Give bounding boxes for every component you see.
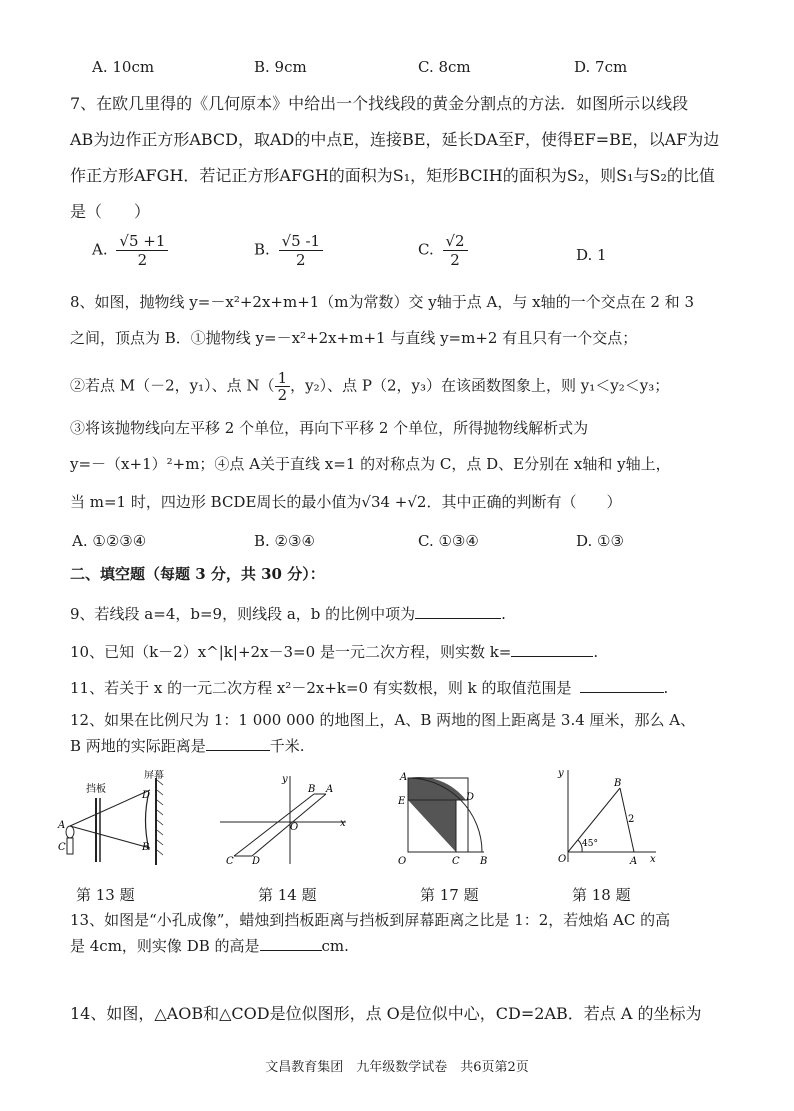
fig14-label-o: O [290,822,299,833]
fig14-label-a: A [326,784,334,795]
q14-line-1: 14、如图，△AOB和△COD是位似图形，点 O是位似中心，CD=2AB．若点 A 的坐标为 [70,1004,702,1023]
q10-text: 10、已知（k－2）x^|k|+2x－3=0 是一元二次方程，则实数 k= [70,643,512,661]
q7-option-a-label: A. [92,240,108,259]
q8-line-3 [70,370,669,403]
q7-option-a-fraction [116,232,168,269]
q12-answer-blank[interactable] [206,734,270,751]
fig17-label-d: D [466,792,475,803]
q9-end: . [501,605,506,623]
fig13-label-a: A [58,820,66,831]
q13-answer-blank[interactable] [260,934,322,951]
fig17-label-c: C [452,856,460,867]
fig14-label-c: C [226,856,234,867]
figure-14-axes [214,772,354,868]
figure-14-caption: 第 14 题 [258,886,317,904]
fig18-length-label: 2 [628,814,635,825]
shaded-triangle [408,800,456,852]
figure-18-caption: 第 18 题 [572,886,631,904]
q12-line-2 [70,734,305,756]
fig14-label-b: B [308,784,316,795]
q7-option-b-denominator: 2 [296,251,306,269]
q8-line-3-start: ②若点 M（－2，y₁）、点 N（ [70,376,275,395]
q9-text: 9、若线段 a=4，b=9，则线段 a，b 的比例中项为 [70,605,416,623]
q12-line-1: 12、如果在比例尺为 1：1 000 000 的地图上，A、B 两地的图上距离是 3.4 厘米，那么 A、 [70,711,696,729]
q11 [70,676,668,698]
q13-line-1: 13、如图是“小孔成像”，蜡烛到挡板距离与挡板到屏幕距离之比是 1：2，若烛焰 AC 的高 [70,911,671,929]
q7-option-c-numerator: √2 [443,232,468,251]
q11-end: . [663,679,669,697]
q8-option-d: D. ①③ [576,532,624,550]
q12-line-2-end: 千米. [269,737,305,755]
fig18-label-a: A [630,856,638,867]
section-2-heading: 二、填空题（每题 3 分，共 30 分）： [70,565,325,583]
q9 [70,602,506,624]
fig18-label-b: B [614,778,622,789]
fig18-label-y: y [558,768,564,779]
q8-fraction-denominator: 2 [277,386,288,404]
q8-line-4: ③将该抛物线向左平移 2 个单位，再向下平移 2 个单位，所得抛物线解析式为 [70,419,589,437]
q11-text: 11、若关于 x 的一元二次方程 x²－2x+k=0 有实数根，则 k 的取值范围是 [70,679,572,697]
q7-option-a [92,232,168,269]
q7-line-2: AB为边作正方形ABCD，取AD的中点E，连接BE，延长DA至F，使得EF=BE，以AF为边 [70,130,720,149]
q10-end: . [593,643,599,661]
q7-line-4: 是（ ） [70,202,151,221]
page-footer: 文昌教育集团 九年级数学试卷 共6页第2页 [265,1060,529,1075]
q8-line-5: y=－（x+1）²+m；④点 A关于直线 x=1 的对称点为 C，点 D、E分别在 x轴和 y轴上， [70,455,671,473]
q6-option-d: D. 7cm [574,58,628,76]
q7-option-a-numerator: √5 +1 [116,232,168,251]
fig13-label-d: D [142,790,151,801]
q11-answer-blank[interactable] [580,676,664,693]
fig17-label-a: A [400,772,408,783]
q7-option-a-denominator: 2 [137,251,148,269]
q8-option-a: A. ①②③④ [72,532,147,550]
fig14-label-d: D [252,856,261,867]
candle-flame [66,826,74,838]
q7-option-b-label: B. [254,240,270,259]
figure-18-triangle [546,766,662,870]
q13-line-2-end: cm. [321,937,349,955]
ray-1 [70,790,150,826]
fig17-label-o: O [398,856,407,867]
q8-line-1: 8、如图，抛物线 y=－x²+2x+m+1（m为常数）交 y轴于点 A，与 x轴的一个交点在 2 和 3 [70,293,694,311]
q13-line-2 [70,934,349,956]
q13-line-2-start: 是 4cm，则实像 DB 的高是 [70,937,260,955]
q7-option-b-numerator: √5 -1 [279,232,323,251]
q8-line-6: 当 m=1 时，四边形 BCDE周长的最小值为√34 +√2．其中正确的判断有（ ） [70,493,622,511]
q7-option-c-denominator: 2 [450,251,460,269]
ray-2 [70,826,150,848]
q7-option-c [418,232,468,269]
q7-option-c-fraction [443,232,468,269]
q10 [70,640,598,662]
fig14-label-y: y [282,774,288,785]
line-od [252,794,326,856]
q6-option-a: A. 10cm [92,58,155,76]
figure-17-caption: 第 17 题 [420,886,479,904]
q7-option-d: D. 1 [576,246,607,264]
fig13-label-b: B [142,842,150,853]
q7-line-1: 7、在欧几里得的《几何原本》中给出一个找线段的黄金分割点的方法．如图所示以线段 [70,94,689,113]
screen-hatch [157,780,163,855]
fig18-label-x: x [650,854,656,865]
q7-option-b [254,232,323,269]
fig18-label-o: O [558,854,567,865]
q9-answer-blank[interactable] [415,602,501,619]
figure-17-square [394,770,494,870]
line-oc [234,794,314,856]
q6-option-c: C. 8cm [418,58,471,76]
q12-line-2-start: B 两地的实际距离是 [70,737,206,755]
fig17-label-b: B [480,856,488,867]
figure-13-pinhole [56,770,180,870]
fig18-angle-label: 45° [582,839,598,849]
q8-line-3-end: ，y₂）、点 P（2，y₃）在该函数图象上，则 y₁＜y₂＜y₃； [290,376,670,395]
fig14-label-x: x [340,818,346,829]
candle-body [67,838,73,854]
figure-13-caption: 第 13 题 [76,886,135,904]
q6-option-b: B. 9cm [254,58,307,76]
q8-fraction-numerator: 1 [275,370,291,387]
q7-option-b-fraction [279,232,323,269]
fig13-label-c: C [58,842,66,853]
q7-line-3: 作正方形AFGH．若记正方形AFGH的面积为S₁，矩形BCIH的面积为S₂，则S₁与S₂的比值 [70,166,715,185]
fig13-label-board: 挡板 [86,784,106,795]
fig17-label-e: E [398,796,406,807]
q8-line-3-fraction [275,370,291,403]
q8-option-c: C. ①③④ [418,532,479,550]
q8-line-2: 之间，顶点为 B．①抛物线 y=－x²+2x+m+1 与直线 y=m+2 有且只有一个交点； [70,329,638,347]
fig13-label-screen: 屏幕 [144,770,164,781]
q8-option-b: B. ②③④ [254,532,315,550]
q7-option-c-label: C. [418,240,434,259]
q10-answer-blank[interactable] [511,640,593,657]
